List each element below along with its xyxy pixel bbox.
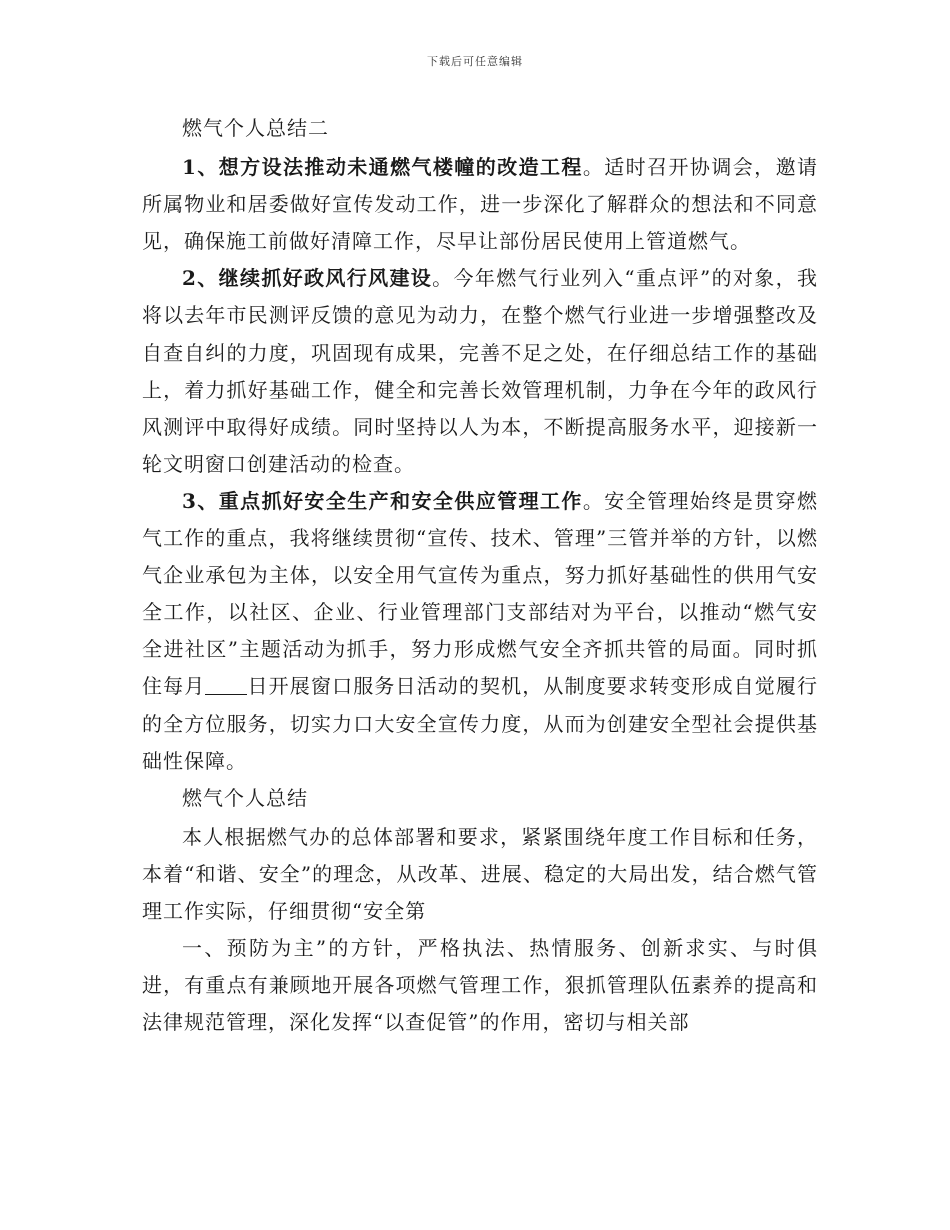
item-paragraph-2 (142, 260, 818, 483)
item-heading: 重点抓好安全生产和安全供应管理工作 (218, 488, 583, 513)
item-number: 2、 (182, 266, 219, 291)
body-paragraph: 本人根据燃气办的总体部署和要求，紧紧围绕年度工作目标和任务，本着“和谐、安全”的理念，从改革、进展、稳定的大局出发，结合燃气管理工作实际，仔细贯彻“安全第 (142, 824, 818, 923)
header-note: 下载后可任意编辑 (427, 55, 523, 68)
body-paragraph: 一、预防为主”的方针，严格执法、热情服务、创新求实、与时俱进，有重点有兼顾地开展各项燃气管理工作，狠抓管理队伍素养的提高和法律规范管理，深化发挥“以查促管”的作用，密切与相关部 (142, 936, 818, 1035)
item-number: 1、 (182, 155, 219, 180)
item-paragraph-1 (142, 149, 818, 260)
item-body: 。安全管理始终是贯穿燃气工作的重点，我将继续贯彻“宣传、技术、管理”三管并举的方针，以燃气企业承包为主体，以安全用气宣传为重点，努力抓好基础性的供用气安全工作，以社区、企业、行业管理部门支部结对为平台，以推动“燃气安全进社区”主题活动为抓手，努力形成燃气安全齐抓共管的局面。同时抓住每月 (142, 488, 819, 699)
section-title: 燃气个人总结 (182, 785, 308, 810)
item-body-continued: 日开展窗口服务日活动的契机，从制度要求转变形成自觉履行的全方位服务，切实力口大安全宣传力度，从而为创建安全型社会提供基础性保障。 (142, 674, 819, 773)
item-body: 。今年燃气行业列入“重点评”的对象，我将以去年市民测评反馈的意见为动力，在整个燃气行业进一步增强整改及自查自纠的力度，巩固现有成果，完善不足之处，在仔细总结工作的基础上，着力抓好基础工作，健全和完善长效管理机制，力争在今年的政风行风测评中取得好成绩。同时坚持以人为本，不断提高服务水平，迎接新一轮文明窗口创建活动的检查。 (142, 266, 818, 476)
document-body (142, 110, 818, 1041)
item-heading: 继续抓好政风行风建设 (218, 266, 433, 291)
fill-in-blank (205, 674, 247, 695)
section-title: 燃气个人总结二 (182, 116, 329, 140)
item-number: 3、 (182, 488, 219, 513)
item-heading: 想方设法推动未通燃气楼幢的改造工程 (218, 155, 583, 180)
item-body: 。适时召开协调会，邀请所属物业和居委做好宣传发动工作，进一步深化了解群众的想法和不同意见，确保施工前做好清障工作，尽早让部份居民使用上管道燃气。 (142, 155, 819, 254)
item-paragraph-3 (142, 483, 818, 780)
